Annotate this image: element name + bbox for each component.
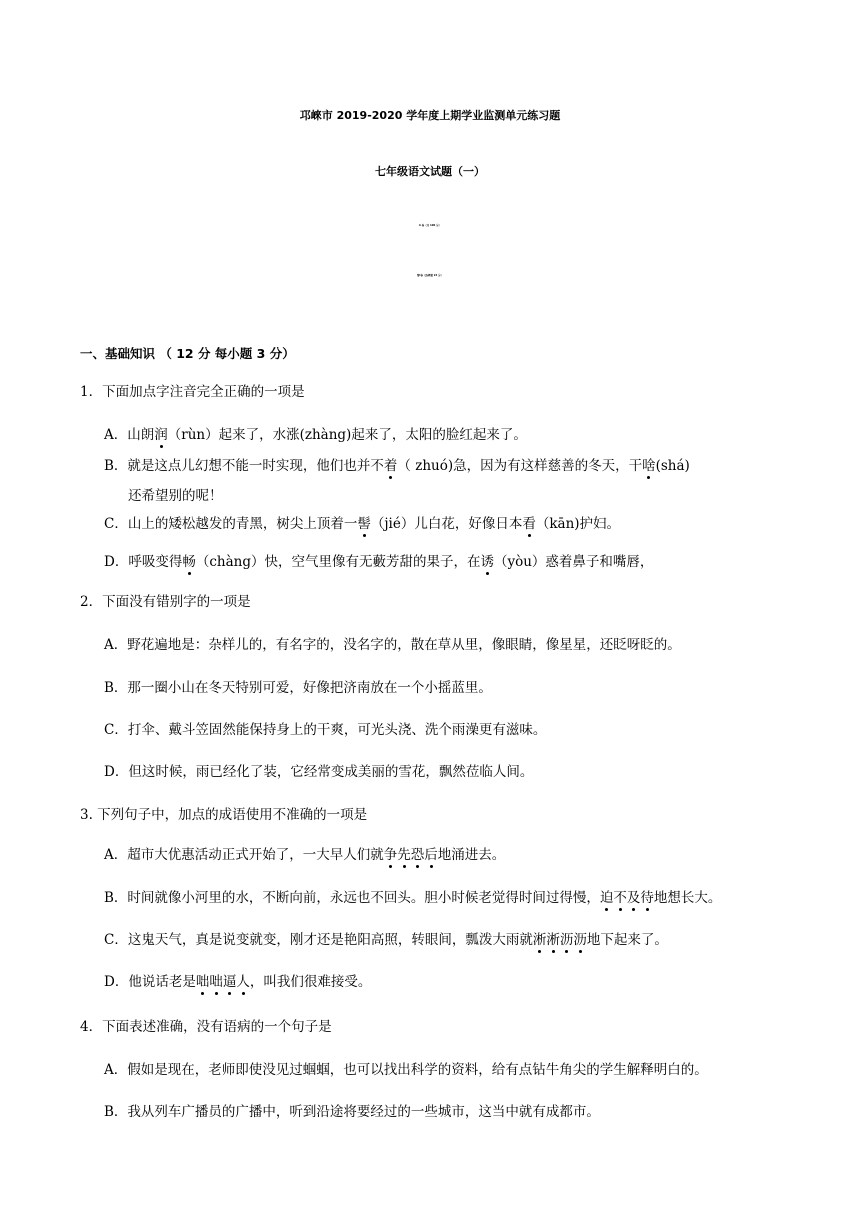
- question-2-option-a: A．野花遍地是：杂样儿的，有名字的，没名字的，散在草从里，像眼睛，像星星，还眨呀眨的。: [104, 637, 681, 653]
- question-1-option-b-continued: 还希望别的呢！: [128, 488, 223, 504]
- question-3-option-a: A．超市大优惠活动正式开始了，一大早人们就争先恐后地涌进去。: [104, 847, 506, 863]
- question-4-stem: 4．下面表述准确，没有语病的一个句子是: [80, 1019, 332, 1035]
- paper-a-heading: A 卷（共 100 分）: [418, 224, 442, 227]
- question-1-stem: 1．下面加点字注音完全正确的一项是: [80, 384, 305, 400]
- question-2-stem: 2．下面没有错别字的一项是: [80, 594, 251, 610]
- question-4-option-a: A．假如是现在，老师即使没见过蝈蝈，也可以找出科学的资料，给有点钻牛角尖的学生解释明白的。: [104, 1062, 708, 1078]
- question-2-option-c: C．打伞、戴斗笠固然能保持身上的干爽，可光头浇、洗个雨澡更有滋味。: [104, 722, 547, 738]
- question-3-option-c: C．这鬼天气，真是说变就变，刚才还是艳阳高照，转眼间，瓢泼大雨就淅淅沥沥地下起来了。: [104, 932, 668, 948]
- document-subtitle: 七年级语文试题（一）: [375, 165, 485, 178]
- question-1-option-b: B．就是这点儿幻想不能一时实现，他们也并不着（ zhuó)急，因为有这样慈善的冬天，干啥(shá): [104, 458, 690, 474]
- question-2-option-d: D．但这时候，雨已经化了装，它经常变成美丽的雪花，飘然莅临人间。: [104, 764, 534, 780]
- question-1-option-a: A．山朗润（rùn）起来了，水涨(zhàng)起来了，太阳的脸红起来了。: [104, 427, 527, 443]
- document-title: 邛崍市 2019-2020 学年度上期学业监测单元练习题: [299, 109, 561, 122]
- question-1-option-d: D．呼吸变得畅（chàng）快，空气里像有无藪芳甜的果子，在诱（yòu）惑着鼻子和嘴唇，: [104, 554, 654, 570]
- question-1-option-c: C．山上的矮松越发的青黑，树尖上顶着一髻（jié）儿白花，好像日本看（kān)护妇。: [104, 516, 621, 532]
- question-3-stem: 3. 下列句子中，加点的成语使用不准确的一项是: [80, 807, 368, 823]
- part-one-heading: 第Ⅰ卷（选择题 24 分）: [416, 274, 444, 277]
- question-3-option-b: B．时间就像小河里的水，不断向前，永远也不回头。胆小时候老觉得时间过得慢，迫不及待地想长大。: [104, 890, 722, 906]
- question-3-option-d: D．他说话老是咄咄逼人，叫我们很难接受。: [104, 974, 372, 990]
- section-heading: 一、基础知识 （ 12 分 每小题 3 分）: [80, 346, 295, 361]
- question-2-option-b: B．那一圈小山在冬天特别可爱，好像把济南放在一个小摇蓝里。: [104, 680, 492, 696]
- question-4-option-b: B．我从列车广播员的广播中，听到沿途将要经过的一些城市，这当中就有成都市。: [104, 1104, 600, 1120]
